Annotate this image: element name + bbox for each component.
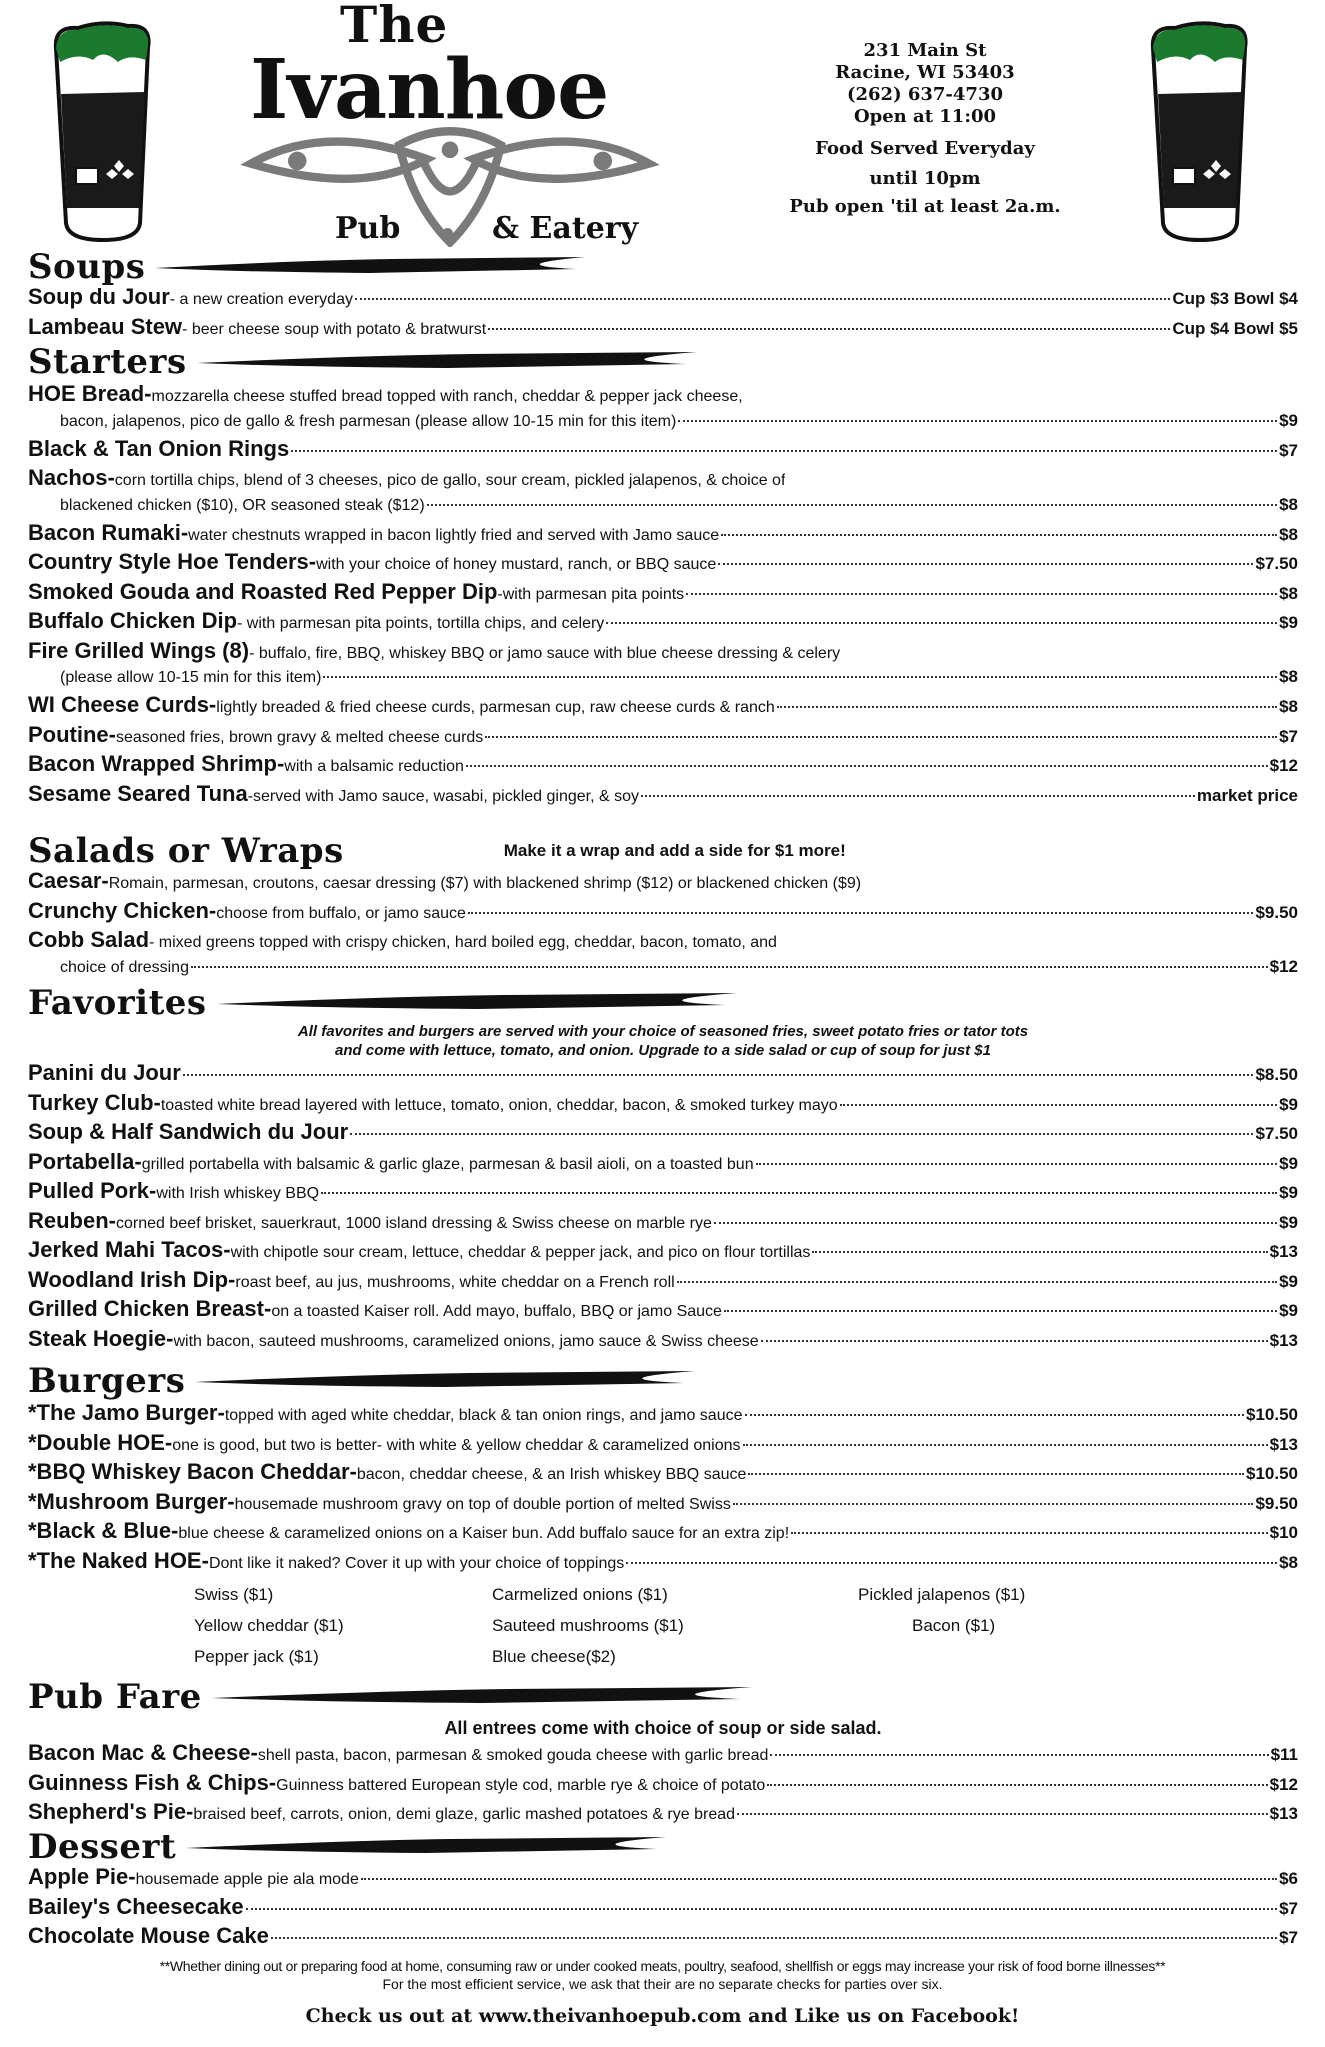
item-description-cont: choice of dressing [60, 958, 189, 976]
phone: (262) 637-4730 [846, 84, 1003, 105]
item-price: $13 [1269, 1804, 1298, 1823]
topping-option: Carmelized onions ($1) [492, 1585, 668, 1604]
website-link[interactable]: Check us out at www.theivanhoepub.com and Like us on Facebook! [305, 2005, 1020, 2027]
menu-item[interactable] [28, 692, 1298, 722]
section-heading [28, 984, 1298, 1022]
menu-item[interactable] [28, 549, 1298, 579]
item-price: $9 [1279, 1271, 1298, 1291]
dot-leader [291, 450, 1277, 452]
dot-leader [767, 1784, 1267, 1786]
dot-leader [466, 765, 1268, 767]
item-price: $8 [1279, 667, 1298, 686]
logo-pub: Pub [335, 211, 401, 246]
menu-item[interactable] [28, 1518, 1298, 1548]
item-description: -with parmesan pita points [497, 585, 685, 603]
burgers-heading: Burgers [28, 1361, 186, 1401]
item-price: $9.50 [1255, 902, 1298, 922]
favorites-heading: Favorites [28, 983, 207, 1023]
item-name: Panini du Jour [28, 1060, 181, 1085]
address-line: 231 Main St [863, 40, 987, 61]
item-description: lightly breaded & fried cheese curds, parmesan cup, raw cheese curds & ranch [216, 699, 775, 716]
dot-leader [745, 1414, 1245, 1416]
item-name: Chocolate Mouse Cake [28, 1923, 269, 1948]
dot-leader [761, 1340, 1268, 1342]
item-description-cont: blackened chicken ($10), OR seasoned steak ($12) [60, 496, 425, 514]
section-heading [28, 1362, 1298, 1400]
item-description: Dont like it naked? Cover it up with your choice of toppings [208, 1554, 625, 1572]
toppings-list [28, 1577, 1298, 1673]
dot-leader [321, 1192, 1277, 1194]
wrap-tagline: Make it a wrap and add a side for $1 more! [503, 841, 846, 860]
dot-leader [718, 563, 1253, 565]
menu-item-continued[interactable] [28, 411, 1298, 436]
dot-leader [271, 1937, 1277, 1939]
section-dessert [28, 1827, 1298, 1953]
item-price: $7 [1279, 1898, 1298, 1918]
dot-leader [606, 622, 1277, 624]
item-name: Sesame Seared Tuna [28, 780, 248, 806]
menu-item[interactable] [28, 1237, 1298, 1267]
dot-leader [677, 1281, 1277, 1283]
item-price: $9 [1279, 1094, 1298, 1114]
menu-item[interactable] [28, 1923, 1298, 1953]
menu-item[interactable] [28, 1740, 1298, 1770]
menu-item[interactable] [28, 1060, 1298, 1090]
item-description: - a new creation everyday [169, 291, 353, 308]
hours-line: until 10pm [869, 168, 981, 189]
item-price: $9.50 [1255, 1493, 1298, 1513]
menu-item[interactable] [28, 436, 1298, 466]
logo-eatery: & Eatery [492, 211, 639, 246]
dot-leader [361, 1878, 1277, 1880]
item-description-cont: (please allow 10-15 min for this item) [60, 669, 322, 686]
menu-item[interactable] [28, 381, 1298, 411]
item-description: - beer cheese soup with potato & bratwurst [182, 320, 487, 338]
topping-option: Bacon ($1) [912, 1616, 996, 1635]
item-description: bacon, cheddar cheese, & an Irish whiskey BBQ sauce [356, 1466, 747, 1483]
item-name: Woodland Irish Dip- [28, 1266, 236, 1292]
menu-item-continued[interactable] [28, 667, 1298, 692]
section-pubfare [28, 1678, 1298, 1829]
menu-item[interactable] [28, 314, 1298, 344]
item-price: $9 [1279, 1153, 1298, 1173]
item-name: Buffalo Chicken Dip [28, 608, 238, 633]
separate-checks-note: For the most efficient service, we ask that their are no separate checks for parties over six. [382, 1976, 943, 1992]
menu-item-continued[interactable] [28, 957, 1298, 979]
dot-leader [686, 593, 1277, 595]
dot-leader [748, 1473, 1244, 1475]
item-name: Smoked Gouda and Roasted Red Pepper Dip [28, 578, 498, 604]
item-name: Caesar- [28, 868, 109, 893]
menu-item[interactable] [28, 1326, 1298, 1356]
brush-stroke-divider [155, 255, 585, 279]
menu-item[interactable] [28, 1864, 1298, 1894]
item-description: corned beef brisket, sauerkraut, 1000 island dressing & Swiss cheese on marble rye [116, 1214, 712, 1232]
menu-item[interactable] [28, 1548, 1298, 1578]
item-price: $8 [1279, 583, 1298, 603]
pubfare-heading: Pub Fare [28, 1677, 202, 1717]
item-description: roast beef, au jus, mushrooms, white cheddar on a French roll [235, 1273, 675, 1291]
dot-leader [488, 328, 1170, 330]
menu-item[interactable] [28, 608, 1298, 638]
item-description: water chestnuts wrapped in bacon lightly fried and served with Jamo sauce [188, 526, 720, 544]
brush-stroke-divider [212, 1685, 752, 1709]
dot-leader [626, 1562, 1277, 1564]
menu-item[interactable] [28, 868, 1298, 898]
menu-item[interactable] [28, 1119, 1298, 1149]
dot-leader [791, 1532, 1267, 1534]
section-heading [28, 247, 1298, 287]
item-name: *The Jamo Burger- [28, 1400, 225, 1425]
logo-the: The [340, 0, 449, 54]
item-price: $7 [1279, 1928, 1298, 1947]
menu-item[interactable] [28, 1208, 1298, 1238]
item-name: Turkey Club- [28, 1089, 161, 1115]
item-price: $11 [1270, 1745, 1298, 1764]
item-name: *Mushroom Burger- [28, 1488, 235, 1514]
item-price: $13 [1269, 1330, 1298, 1350]
item-price: market price [1196, 785, 1298, 805]
item-name: Lambeau Stew [28, 313, 183, 339]
soups-heading: Soups [28, 247, 146, 287]
topping-option: Sauteed mushrooms ($1) [492, 1616, 684, 1635]
item-description: - buffalo, fire, BBQ, whiskey BBQ or jamo sauce with blue cheese dressing & celery [249, 644, 841, 662]
brush-stroke-divider [195, 1369, 695, 1393]
item-name: Bacon Wrapped Shrimp- [28, 751, 285, 776]
item-name: Soup & Half Sandwich du Jour [28, 1119, 349, 1144]
salads-heading: Salads or Wraps [28, 831, 344, 871]
menu-item[interactable] [28, 927, 1298, 957]
menu-item[interactable] [28, 722, 1298, 752]
item-description: with bacon, sauteed mushrooms, caramelized onions, jamo sauce & Swiss cheese [173, 1332, 759, 1350]
item-price: $10 [1269, 1523, 1298, 1542]
item-name: Black & Tan Onion Rings [28, 435, 290, 461]
item-price: $8 [1279, 1552, 1298, 1572]
item-name: Fire Grilled Wings (8) [28, 637, 250, 663]
menu-item[interactable] [28, 1090, 1298, 1120]
menu-item[interactable] [28, 579, 1298, 609]
item-name: *BBQ Whiskey Bacon Cheddar- [28, 1459, 357, 1484]
item-description: Guinness battered European style cod, marble rye & choice of potato [276, 1776, 766, 1794]
item-description: Romain, parmesan, croutons, caesar dressing ($7) with blackened shrimp ($12) or blackened chicken ($9) [108, 875, 862, 892]
item-price: $9 [1279, 1183, 1298, 1202]
menu-item[interactable] [28, 1489, 1298, 1519]
item-name: WI Cheese Curds- [28, 692, 217, 717]
dot-leader [191, 966, 1268, 968]
item-name: Shepherd's Pie- [28, 1799, 194, 1824]
section-heading [28, 1827, 1298, 1867]
dot-leader [721, 534, 1277, 536]
menu-item[interactable] [28, 1400, 1298, 1430]
item-description: housemade apple pie ala mode [135, 1871, 359, 1888]
menu-item[interactable] [28, 1459, 1298, 1489]
dot-leader [246, 1908, 1277, 1910]
food-safety-disclaimer: **Whether dining out or preparing food at home, consuming raw or under cooked meats, poultry, seafood, shellfish or eggs may increase your risk of food borne illnesses** [159, 1958, 1166, 1974]
item-name: Portabella- [28, 1148, 142, 1174]
address-line: Racine, WI 53403 [835, 62, 1015, 83]
topping-option: Yellow cheddar ($1) [194, 1616, 344, 1635]
item-price: $12 [1269, 956, 1298, 976]
section-starters [28, 343, 1298, 810]
dessert-heading: Dessert [28, 1827, 177, 1867]
dot-leader [355, 298, 1170, 300]
item-price: $12 [1269, 756, 1298, 775]
item-description: blue cheese & caramelized onions on a Kaiser bun. Add buffalo sauce for an extra zip! [178, 1525, 790, 1542]
section-heading [28, 831, 1298, 871]
dot-leader [678, 420, 1277, 422]
menu-item[interactable] [28, 1799, 1298, 1829]
hours-line: Pub open 'til at least 2a.m. [789, 196, 1061, 217]
menu-item[interactable] [28, 465, 1298, 495]
item-description: choose from buffalo, or jamo sauce [216, 904, 466, 922]
item-description: housemade mushroom gravy on top of double portion of melted Swiss [234, 1495, 731, 1513]
brush-stroke-divider [197, 350, 697, 374]
menu-item[interactable] [28, 1894, 1298, 1924]
section-soups [28, 247, 1298, 343]
menu-item[interactable] [28, 898, 1298, 928]
dot-leader [641, 795, 1195, 797]
item-name: Bailey's Cheesecake [28, 1893, 244, 1919]
dot-leader [777, 706, 1277, 708]
item-price: $6 [1279, 1869, 1298, 1888]
menu-item[interactable] [28, 520, 1298, 550]
item-description: with Irish whiskey BBQ [156, 1185, 320, 1202]
item-description: on a toasted Kaiser roll. Add mayo, buffalo, BBQ or jamo Sauce [271, 1303, 722, 1320]
item-name: Poutine- [28, 721, 116, 747]
menu-item[interactable] [28, 1296, 1298, 1326]
item-price: $13 [1269, 1242, 1298, 1261]
item-price: $7 [1279, 726, 1298, 746]
item-name: Grilled Chicken Breast- [28, 1296, 272, 1321]
item-name: *Double HOE- [28, 1429, 173, 1455]
topping-option: Swiss ($1) [194, 1585, 274, 1604]
item-name: *The Naked HOE- [28, 1547, 209, 1573]
item-price: $7 [1279, 440, 1298, 460]
item-price: $9 [1279, 1212, 1298, 1232]
dot-leader [183, 1074, 1254, 1076]
pubfare-note: All entrees come with choice of soup or side salad. [444, 1718, 882, 1738]
item-price: $8 [1279, 697, 1298, 716]
section-heading [28, 1678, 1298, 1716]
item-price: $9 [1279, 613, 1298, 632]
item-description: braised beef, carrots, onion, demi glaze, garlic mashed potatoes & rye bread [193, 1806, 736, 1823]
topping-option: Pepper jack ($1) [194, 1647, 319, 1666]
menu-item[interactable] [28, 1149, 1298, 1179]
dot-leader [468, 912, 1254, 914]
hours-line: Food Served Everyday [815, 138, 1035, 159]
brush-stroke-divider [217, 991, 737, 1015]
open-time: Open at 11:00 [853, 106, 997, 127]
dot-leader [724, 1310, 1277, 1312]
item-price: $9 [1279, 1301, 1298, 1320]
item-name: Steak Hoegie- [28, 1325, 174, 1351]
item-name: Cobb Salad [28, 927, 150, 952]
item-price: $10.50 [1246, 1405, 1298, 1424]
item-description: seasoned fries, brown gravy & melted cheese curds [116, 728, 484, 746]
item-price: $9 [1279, 410, 1298, 430]
logo-name: Ivanhoe [250, 42, 609, 138]
logo-dot [442, 228, 453, 239]
dot-leader [485, 736, 1277, 738]
item-description: corn tortilla chips, blend of 3 cheeses, pico de gallo, sour cream, pickled jalapenos, & choice of [114, 472, 786, 489]
item-price: Cup $3 Bowl $4 [1172, 289, 1298, 308]
dot-leader [427, 504, 1277, 506]
item-description: with chipotle sour cream, lettuce, cheddar & pepper jack, and pico on flour tortillas [230, 1244, 811, 1261]
item-price: $13 [1269, 1434, 1298, 1454]
item-description: with a balsamic reduction [284, 758, 464, 775]
item-name: Nachos- [28, 465, 115, 490]
item-name: Jerked Mahi Tacos- [28, 1237, 231, 1262]
menu-item-continued[interactable] [28, 495, 1298, 520]
menu-item[interactable] [28, 1770, 1298, 1800]
brush-stroke-divider [186, 1835, 666, 1859]
item-name: Crunchy Chicken- [28, 897, 217, 923]
item-price: $8 [1279, 524, 1298, 544]
dot-leader [812, 1251, 1267, 1253]
menu-item[interactable] [28, 1178, 1298, 1208]
topping-option: Blue cheese($2) [492, 1647, 616, 1666]
dot-leader [737, 1813, 1268, 1815]
section-heading [28, 343, 1298, 381]
item-name: Bacon Rumaki- [28, 519, 189, 545]
item-description: one is good, but two is better- with white & yellow cheddar & caramelized onions [172, 1436, 741, 1454]
item-price: $7.50 [1255, 1124, 1298, 1143]
section-salads [28, 831, 1298, 979]
menu-item[interactable] [28, 1267, 1298, 1297]
item-name: Bacon Mac & Cheese- [28, 1740, 258, 1765]
favorites-note: All favorites and burgers are served with your choice of seasoned fries, sweet potato fries or tator tots [297, 1023, 1029, 1040]
item-name: Country Style Hoe Tenders- [28, 549, 317, 574]
item-price: $8 [1279, 494, 1298, 514]
menu-item[interactable] [28, 781, 1298, 811]
menu-item[interactable] [28, 284, 1298, 314]
item-description: - with parmesan pita points, tortilla chips, and celery [237, 615, 605, 632]
menu-item[interactable] [28, 751, 1298, 781]
section-burgers [28, 1362, 1298, 1673]
topping-option: Pickled jalapenos ($1) [858, 1585, 1026, 1604]
item-description: mozzarella cheese stuffed bread topped with ranch, cheddar & pepper jack cheese, [151, 388, 743, 405]
section-favorites [28, 984, 1298, 1355]
dot-leader [350, 1133, 1253, 1135]
item-description: - mixed greens topped with crispy chicken, hard boiled egg, cheddar, bacon, tomato, and [149, 934, 777, 951]
item-description: grilled portabella with balsamic & garlic glaze, parmesan & basil aioli, on a toasted bun [141, 1155, 754, 1173]
item-price: $7.50 [1255, 554, 1298, 573]
dot-leader [840, 1104, 1277, 1106]
item-description: topped with aged white cheddar, black & tan onion rings, and jamo sauce [224, 1407, 743, 1424]
beer-glass-icon [48, 18, 158, 243]
item-name: Apple Pie- [28, 1864, 136, 1889]
dot-leader [743, 1444, 1268, 1446]
item-price: $8.50 [1255, 1065, 1298, 1084]
item-name: Soup du Jour [28, 284, 170, 309]
item-price: $12 [1269, 1774, 1298, 1794]
menu-item[interactable] [28, 1430, 1298, 1460]
dot-leader [756, 1163, 1277, 1165]
dot-leader [714, 1222, 1277, 1224]
item-name: Reuben- [28, 1207, 116, 1233]
item-name: HOE Bread- [28, 381, 152, 406]
dot-leader [770, 1754, 1268, 1756]
item-description: shell pasta, bacon, parmesan & smoked gouda cheese with garlic bread [257, 1747, 769, 1764]
item-name: Pulled Pork- [28, 1178, 157, 1203]
beer-glass-icon [1145, 18, 1255, 243]
item-description: with your choice of honey mustard, ranch, or BBQ sauce [316, 556, 717, 573]
item-description-cont: bacon, jalapenos, pico de gallo & fresh parmesan (please allow 10-15 min for this item) [60, 412, 677, 430]
item-description: toasted white bread layered with lettuce, tomato, onion, cheddar, bacon, & smoked turkey mayo [160, 1096, 838, 1114]
item-description: -served with Jamo sauce, wasabi, pickled ginger, & soy [247, 787, 639, 805]
starters-heading: Starters [28, 342, 187, 382]
menu-item[interactable] [28, 638, 1298, 668]
item-price: Cup $4 Bowl $5 [1172, 318, 1298, 338]
dot-leader [733, 1503, 1254, 1505]
favorites-note: and come with lettuce, tomato, and onion. Upgrade to a side salad or cup of soup for just $1 [335, 1042, 991, 1059]
item-price: $10.50 [1246, 1464, 1298, 1483]
dot-leader [323, 676, 1277, 678]
item-name: Guinness Fish & Chips- [28, 1769, 277, 1795]
item-name: *Black & Blue- [28, 1518, 179, 1543]
